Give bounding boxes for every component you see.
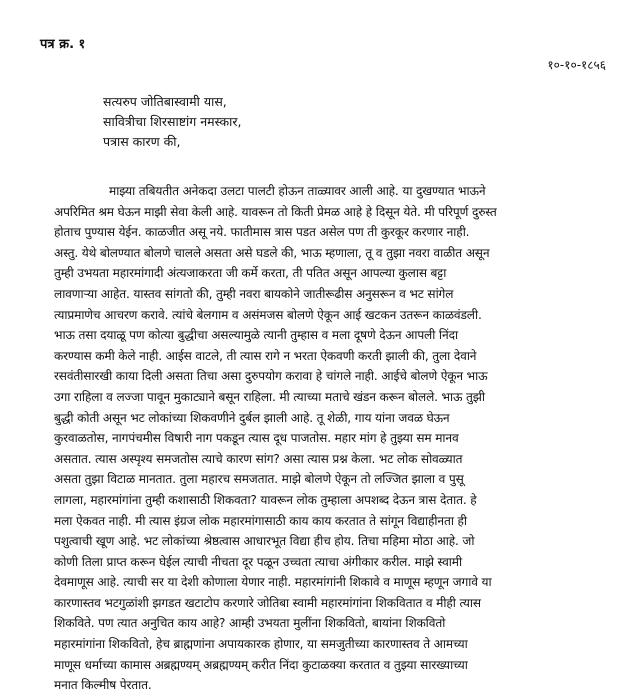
salutation-line: पत्रास कारण की, xyxy=(103,134,181,149)
body-line: होताच पुण्यास येईन. काळजीत असू नये. फातीमास त्रास पडत असेल पण ती कुरकूर करणार नाही. xyxy=(54,225,470,240)
letter-body xyxy=(54,181,614,696)
body-line: असता तुझा विटाळ मानतात. तुला महारच समजतात. माझे बोलणे ऐकून तो लज्जित झाला व पुसू xyxy=(54,472,464,487)
body-line: त्याप्रमाणेच आचरण करावे. त्यांचे बेलगाम व असंमजस बोलणे ऐकून आई खटकन उतरून काळवंडली. xyxy=(54,307,482,322)
body-line: अपरिमित श्रम घेऊन माझी सेवा केली आहे. यावरून तो किती प्रेमळ आहे हे दिसून येते. मी परिपूर्ण दुरुस्त xyxy=(54,204,497,219)
body-line: देवमाणूस आहे. त्याची सर या देशी कोणाला येणार नाही. महारमांगांनी शिकावे व माणूस म्हणून जगावे या xyxy=(54,575,492,590)
body-line: महारमांगांना शिकवितो, हेच ब्राह्मणांना अपायकारक होणार, या समजुतीच्या कारणास्तव ते आमच्या xyxy=(54,637,468,652)
letter-title: पत्र क्र. १ xyxy=(40,37,86,52)
body-line: माझ्या तबियतीत अनेकदा उलटा पालटी होऊन ताळ्यावर आली आहे. या दुखण्यात भाऊने xyxy=(109,184,486,198)
body-line: कारणास्तव भटगुळांशी झगडत खटाटोप करणारे जोतिबा स्वामी महारमांगांना शिकवितात व मीही त्यास xyxy=(54,595,481,610)
body-line: भाऊ तसा दयाळू पण कोत्या बुद्धीचा असल्यामुळे त्यानी तुम्हास व मला दूषणे देऊन आपली निंदा xyxy=(54,328,459,343)
body-line: तुम्ही उभयता महारमांगादी अंत्यजाकरता जी कर्मे करता, ती पतित असून आपल्या कुलास बट्टा xyxy=(54,266,447,281)
body-line: लागला, महारमांगांना तुम्ही कशासाठी शिकवता? यावरून लोक तुम्हाला अपशब्द देऊन त्रास देतात. हे xyxy=(54,492,477,507)
body-line: मला ऐकवत नाही. मी त्यास इंग्रज लोक महारमांगासाठी काय काय करतात ते सांगून विद्याहीनता ही xyxy=(54,513,467,528)
salutation-line: सावित्रीचा शिरसाष्टांग नमस्कार, xyxy=(103,114,242,129)
body-line: कोणी तिला प्राप्त करून घेईल त्याची नीचता दूर पळून उच्चता त्याचा अंगीकार करील. माझे स्वामी xyxy=(54,554,462,569)
body-line: माणूस धर्माच्या कामास अब्रह्मण्यम् अब्रह्मण्यम् करीत निंदा कुटाळक्या करतात व तुझ्या सारख्याच्या xyxy=(54,657,468,672)
body-line: मनात किल्मीष पेरतात. xyxy=(54,678,152,693)
letter-date: १०-१०-१८५६ xyxy=(547,58,606,72)
salutation-line: सत्यरुप जोतिबास्वामी यास, xyxy=(103,94,227,109)
salutation-block xyxy=(103,92,241,152)
body-line: असतात. त्यास अस्पृश्य समजतोस त्याचे कारण सांग? असा त्यास प्रश्न केला. भट लोक सोवळ्यात xyxy=(54,451,463,466)
body-line: शिकविते. पण त्यात अनुचित काय आहे? आम्ही उभयता मुलींना शिकवितो, बायांना शिकवितो xyxy=(54,616,446,631)
body-line: करण्यास कमी केले नाही. आईस वाटले, ती त्यास रागे न भरता ऐकवणी करती झाली की, तुला देवाने xyxy=(54,348,477,363)
body-line: लावणाऱ्या आहेत. यास्तव सांगतो की, तुम्ही नवरा बायकोने जातीरूढीस अनुसरून व भट सांगेल xyxy=(54,286,454,301)
body-line: रसवंतीसारखी काया दिली असता तिचा असा दुरुपयोग करावा हे चांगले नाही. आईचे बोलणे ऐकून भाऊ xyxy=(54,369,488,384)
body-line: उगा राहिला व लज्जा पावून मुकाट्याने बसून राहिला. मी त्याच्या मताचे खंडन करून बोलले. भाऊ तुझी xyxy=(54,389,485,404)
body-line: अस्तु. येथे बोलण्यात बोलणे चालले असता असे घडले की, भाऊ म्हणाला, तू व तुझा नवरा वाळीत असून xyxy=(54,245,490,260)
body-line: बुद्धी कोती असून भट लोकांच्या शिकवणीने दुर्बल झाली आहे. तू शेळी, गाय यांना जवळ घेऊन xyxy=(54,410,450,425)
body-line: पशुत्वाची खूण आहे. भट लोकांच्या श्रेष्ठत्वास आधारभूत विद्या हीच होय. तिचा महिमा मोठा आहे. जो xyxy=(54,534,475,549)
body-line: कुरवाळतोस, नागपंचमीस विषारी नाग पकडून त्यास दूध पाजतोस. महार मांग हे तुझ्या सम मानव xyxy=(54,431,459,446)
